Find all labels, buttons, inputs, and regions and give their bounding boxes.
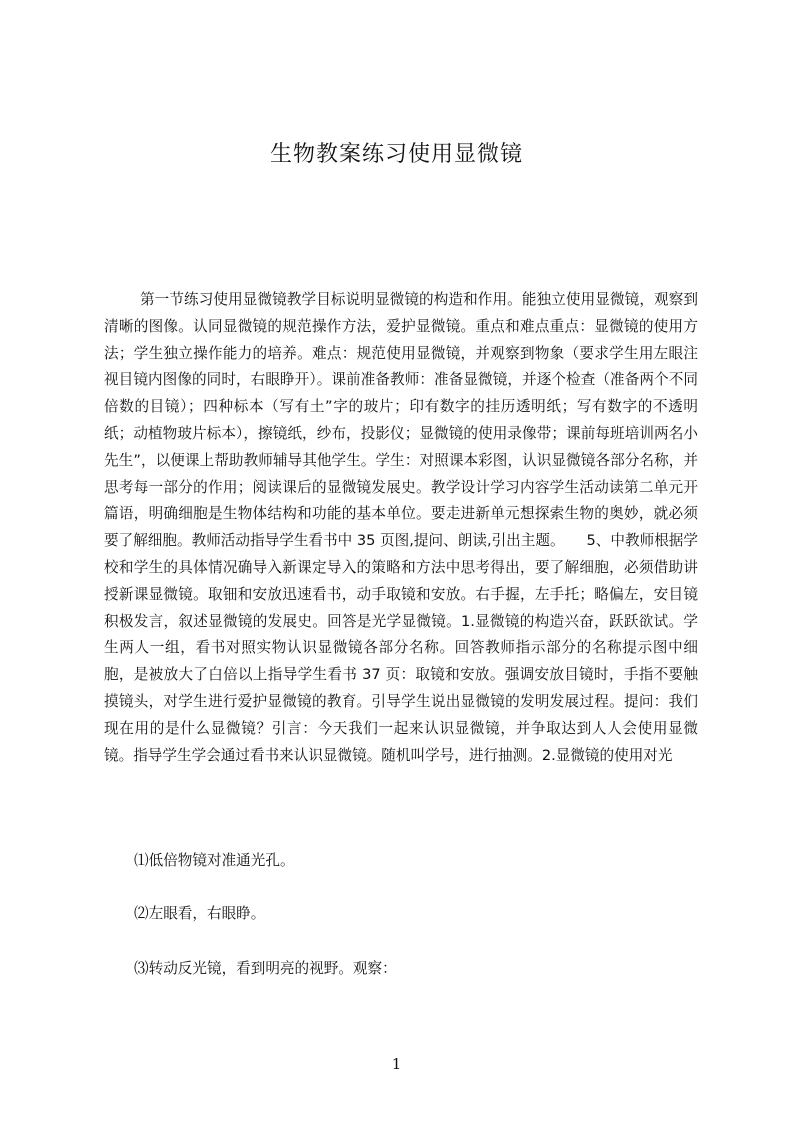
body-paragraph: 第一节练习使用显微镜教学目标说明显微镜的构造和作用。能独立使用显微镜，观察到清晰的图像。认同显微镜的规范操作方法，爱护显微镜。重点和难点重点：显微镜的使用方法；学生独立操作能力的培养。难点：规范使用显微镜，并观察到物象（要求学生用左眼注视目镜内图像的同时，右眼睁开）。课前准备教师：准备显微镜，并逐个检查（准备两个不同倍数的目镜）；四种标本（写有土”字的玻片；印有数字的挂历透明纸；写有数字的不透明纸；动植物玻片标本），擦镜纸，纱布，投影仪；显微镜的使用录像带；课前每班培训两名小先生”，以便课上帮助教师辅导其他学生。学生：对照课本彩图，认识显微镜各部分名称，并思考每一部分的作用；阅读课后的显微镜发展史。教学设计学习内容学生活动读第二单元开篇语，明确细胞是生物体结构和功能的基本单位。要走进新单元想探索生物的奥妙，就必须要了解细胞。教师活动指导学生看书中 35 页图,提问、朗读,引出主题。 5、中教师根据学校和学生的具体情况确导入新课定导入的策略和方法中思考得出，要了解细胞，必须借助讲授新课显微镜。取钿和安放迅速看书，动手取镜和安放。右手握，左手托；略偏左，安目镜积极发言，叙述显微镜的发展史。回答是光学显微镜。1.显微镜的构造兴奋，跃跃欲试。学生两人一组，看书对照实物认识显微镜各部分名称。回答教师指示部分的名称提示图中细胞，是被放大了白倍以上指导学生看书 37 页：取镜和安放。强调安放目镜时，手指不要触摸镜头，对学生进行爱护显微镜的教育。引导学生说出显微镜的发明发展过程。提问：我们现在用的是什么显微镜？引言：今天我们一起来认识显微镜，并争取达到人人会使用显微镜。指导学生学会通过看书来认识显微镜。随机叫学号，进行抽测。2.显微镜的使用对光 [104,291,698,764]
step-item-2: ⑵左眼看，右眼睁。 [134,905,266,922]
step-item-3: ⑶转动反光镜，看到明亮的视野。观察： [134,960,397,977]
document-title: 生物教案练习使用显微镜 [269,142,523,167]
step-item-1: ⑴低倍物镜对准通光孔。 [134,852,295,869]
page-number: 1 [391,1055,402,1073]
